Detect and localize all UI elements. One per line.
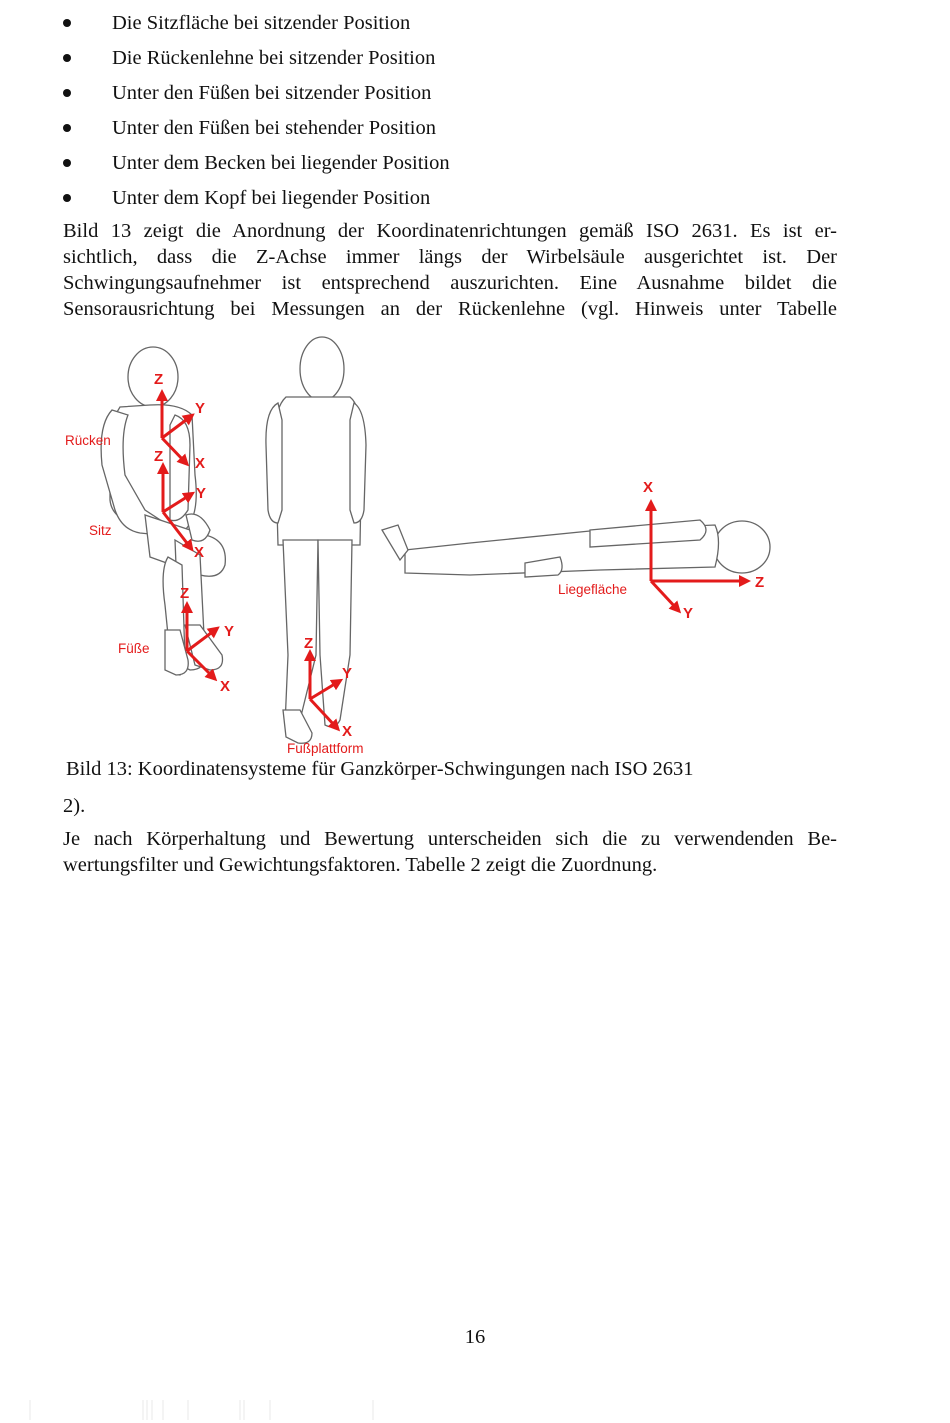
list-item: Unter dem Becken bei liegender Position bbox=[0, 146, 950, 181]
lying-body-figure bbox=[382, 520, 770, 577]
axis-label-z: Z bbox=[154, 448, 164, 465]
bullet-dot-icon bbox=[63, 19, 71, 27]
figure-caption: Bild 13: Koordinatensysteme für Ganzkörper-Schwingungen nach ISO 2631 bbox=[66, 758, 694, 780]
axis-label-x: X bbox=[643, 479, 654, 496]
axis-label-z: Z bbox=[755, 574, 765, 591]
label-ruecken: Rücken bbox=[65, 433, 111, 448]
axis-label-z: Z bbox=[154, 371, 164, 388]
standing-body-figure bbox=[266, 337, 366, 743]
axis-label-y: Y bbox=[683, 605, 694, 622]
axis-label-y: Y bbox=[196, 485, 207, 502]
paragraph-continuation: 2). bbox=[63, 795, 86, 817]
bullet-dot-icon bbox=[63, 194, 71, 202]
page-number: 16 bbox=[464, 1326, 486, 1348]
bullet-dot-icon bbox=[63, 159, 71, 167]
axis-label-x: X bbox=[342, 723, 353, 740]
axis-label-x: X bbox=[194, 544, 205, 561]
list-item: Unter dem Kopf bei liegender Position bbox=[0, 181, 950, 216]
axis-label-x: X bbox=[220, 678, 231, 695]
list-item: Die Sitzfläche bei sitzender Position bbox=[0, 6, 950, 41]
axis-label-y: Y bbox=[224, 623, 235, 640]
paragraph-filter-assignment: Je nach Körperhaltung und Bewertung unterscheiden sich die zu verwendenden Be- wertungsfilter und Gewichtungsfaktoren. Tabelle 2 zeigt die Zuordnung. bbox=[63, 828, 837, 876]
label-fussplattform: Fußplattform bbox=[287, 741, 364, 756]
paragraph-coordinate-directions: Bild 13 zeigt die Anordnung der Koordinatenrichtungen gemäß ISO 2631. Es ist er- sichtlich, dass die Z-Achse immer längs der Wirbelsäule ausgerichtet ist. Der Schwingungsaufnehmer ist entsprechend auszurichten. Eine Ausnahme bildet die Sensorausrichtung bei Messungen an der Rückenlehne (vgl. Hinweis unter Tabelle bbox=[63, 220, 837, 320]
scan-artifact-marks bbox=[0, 1398, 400, 1423]
list-item: Die Rückenlehne bei sitzender Position bbox=[0, 41, 950, 76]
label-sitz: Sitz bbox=[89, 523, 112, 538]
list-item: Unter den Füßen bei sitzender Position bbox=[0, 76, 950, 111]
axis-label-z: Z bbox=[304, 635, 314, 652]
coordinate-systems-figure bbox=[0, 325, 950, 765]
bullet-dot-icon bbox=[63, 89, 71, 97]
axis-label-z: Z bbox=[180, 585, 190, 602]
bullet-dot-icon bbox=[63, 124, 71, 132]
label-fuesse: Füße bbox=[118, 641, 150, 656]
bullet-list bbox=[0, 6, 950, 216]
axis-label-y: Y bbox=[342, 665, 353, 682]
axis-label-x: X bbox=[195, 455, 206, 472]
axis-label-y: Y bbox=[195, 400, 206, 417]
label-liegeflaeche: Liegefläche bbox=[558, 582, 628, 597]
bullet-dot-icon bbox=[63, 54, 71, 62]
list-item: Unter den Füßen bei stehender Position bbox=[0, 111, 950, 146]
